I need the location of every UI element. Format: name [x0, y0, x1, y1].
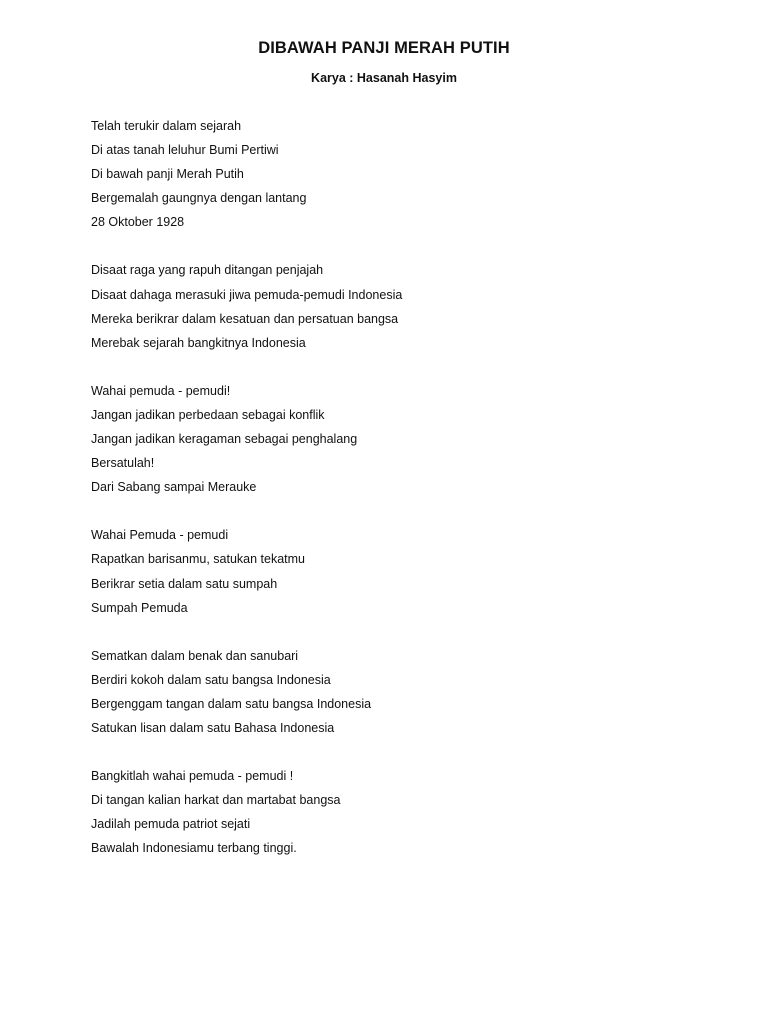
poem-line: 28 Oktober 1928	[91, 215, 185, 230]
poem-line: Bangkitlah wahai pemuda - pemudi !	[91, 769, 294, 784]
poem-line: Telah terukir dalam sejarah	[91, 119, 242, 133]
poem-line: Bergenggam tangan dalam satu bangsa Indonesia	[91, 696, 372, 711]
poem-line: Bawalah Indonesiamu terbang tinggi.	[91, 841, 297, 856]
poem-line: Berdiri kokoh dalam satu bangsa Indonesia	[91, 672, 331, 687]
poem-line: Satukan lisan dalam satu Bahasa Indonesia	[91, 720, 335, 735]
stanza	[91, 261, 711, 357]
poem-line: Disaat dahaga merasuki jiwa pemuda-pemudi Indonesia	[91, 287, 403, 302]
poem-author: Karya : Hasanah Hasyim	[311, 71, 457, 85]
poem-line: Berikrar setia dalam satu sumpah	[91, 576, 278, 591]
poem-line: Jadilah pemuda patriot sejati	[91, 817, 251, 832]
stanza	[91, 117, 711, 237]
poem-line: Di bawah panji Merah Putih	[91, 167, 244, 182]
poem-line: Sematkan dalam benak dan sanubari	[91, 648, 299, 663]
poem-title: DIBAWAH PANJI MERAH PUTIH	[258, 39, 510, 57]
stanza	[91, 382, 711, 502]
stanza	[91, 767, 711, 863]
poem-line: Bergemalah gaungnya dengan lantang	[91, 191, 307, 206]
poem-line: Wahai pemuda - pemudi!	[91, 383, 231, 398]
poem-line: Rapatkan barisanmu, satukan tekatmu	[91, 552, 306, 567]
poem-line: Mereka berikrar dalam kesatuan dan persatuan bangsa	[91, 311, 399, 326]
poem-line: Wahai Pemuda - pemudi	[91, 528, 229, 543]
poem-line: Jangan jadikan perbedaan sebagai konflik	[91, 407, 325, 422]
poem-line: Merebak sejarah bangkitnya Indonesia	[91, 335, 306, 350]
poem-line: Di tangan kalian harkat dan martabat bangsa	[91, 793, 341, 808]
poem-body	[91, 117, 711, 887]
stanza	[91, 647, 711, 743]
poem-line: Di atas tanah leluhur Bumi Pertiwi	[91, 143, 279, 158]
poem-line: Jangan jadikan keragaman sebagai penghalang	[91, 432, 358, 447]
poem-line: Sumpah Pemuda	[91, 600, 188, 615]
poem-line: Bersatulah!	[91, 456, 155, 471]
poem-line: Disaat raga yang rapuh ditangan penjajah	[91, 263, 324, 278]
stanza	[91, 526, 711, 622]
poem-line: Dari Sabang sampai Merauke	[91, 480, 257, 495]
